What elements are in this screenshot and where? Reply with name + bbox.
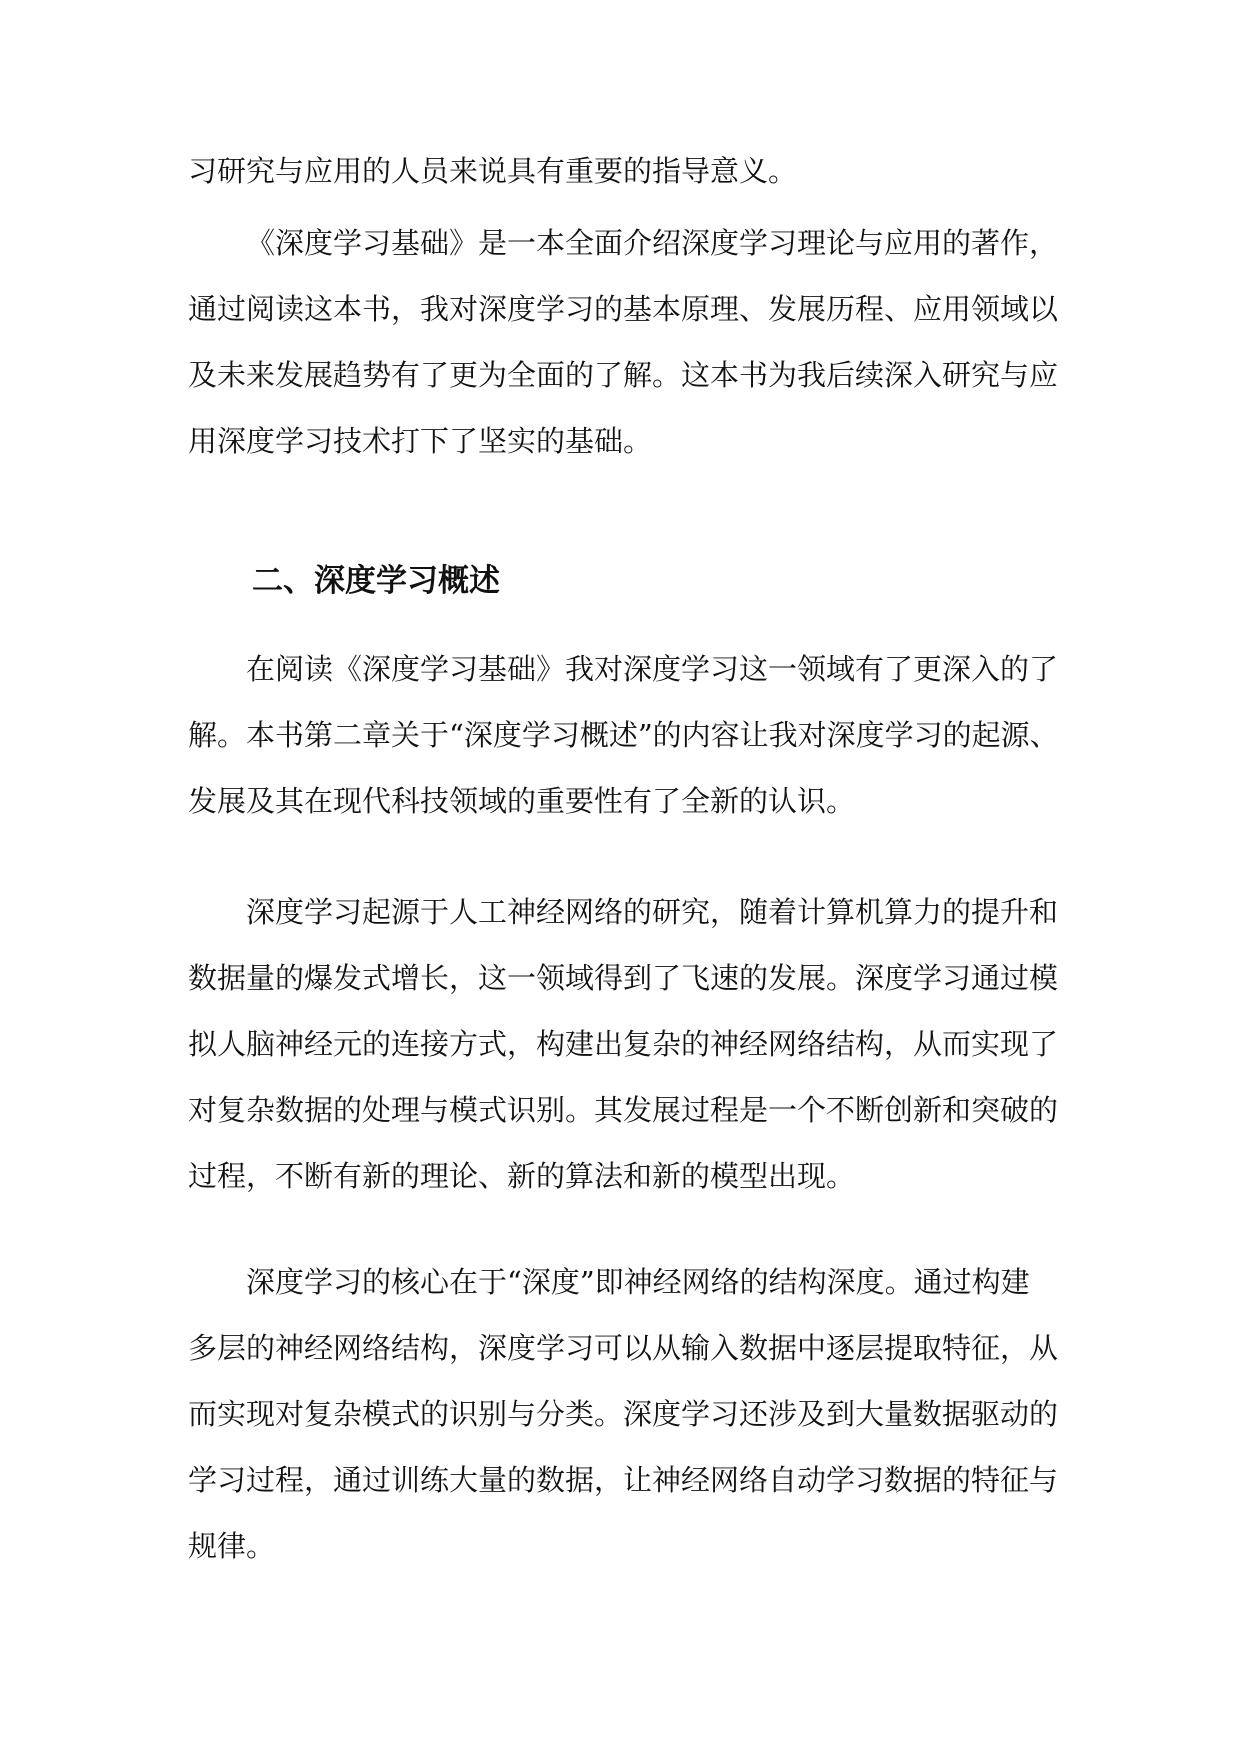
text-line: 过程，不断有新的理论、新的算法和新的模型出现。 <box>188 1159 856 1193</box>
text-line: 发展及其在现代科技领域的重要性有了全新的认识。 <box>188 784 856 818</box>
paragraph-continuation <box>188 138 1050 204</box>
text-line: 对复杂数据的处理与模式识别。其发展过程是一个不断创新和突破的 <box>188 1093 1059 1127</box>
text-line: 用深度学习技术打下了坚实的基础。 <box>188 424 653 458</box>
text-line: 规律。 <box>188 1529 276 1563</box>
text-line: 深度学习起源于人工神经网络的研究，随着计算机算力的提升和 <box>246 895 1059 929</box>
paragraph-core-depth <box>188 1249 1059 1579</box>
paragraph-book-summary <box>188 210 1059 474</box>
text-line: 习研究与应用的人员来说具有重要的指导意义。 <box>188 154 798 188</box>
text-line: 拟人脑神经元的连接方式，构建出复杂的神经网络结构，从而实现了 <box>188 1027 1059 1061</box>
paragraph-overview-intro <box>188 636 1059 834</box>
text-line: 及未来发展趋势有了更为全面的了解。这本书为我后续深入研究与应 <box>188 358 1059 392</box>
text-line: 多层的神经网络结构，深度学习可以从输入数据中逐层提取特征，从 <box>188 1331 1059 1365</box>
text-line: 解。本书第二章关于“深度学习概述”的内容让我对深度学习的起源、 <box>188 718 1059 752</box>
text-line: 深度学习的核心在于“深度”即神经网络的结构深度。通过构建 <box>246 1265 1030 1299</box>
text-line: 在阅读《深度学习基础》我对深度学习这一领域有了更深入的了 <box>246 652 1059 686</box>
text-line: 数据量的爆发式增长，这一领域得到了飞速的发展。深度学习通过模 <box>188 961 1059 995</box>
section-heading: 二、深度学习概述 <box>252 563 500 599</box>
text-line: 《深度学习基础》是一本全面介绍深度学习理论与应用的著作， <box>246 226 1059 260</box>
text-line: 而实现对复杂模式的识别与分类。深度学习还涉及到大量数据驱动的 <box>188 1397 1059 1431</box>
text-line: 通过阅读这本书，我对深度学习的基本原理、发展历程、应用领域以 <box>188 292 1059 326</box>
text-line: 学习过程，通过训练大量的数据，让神经网络自动学习数据的特征与 <box>188 1463 1059 1497</box>
paragraph-origin <box>188 879 1059 1209</box>
